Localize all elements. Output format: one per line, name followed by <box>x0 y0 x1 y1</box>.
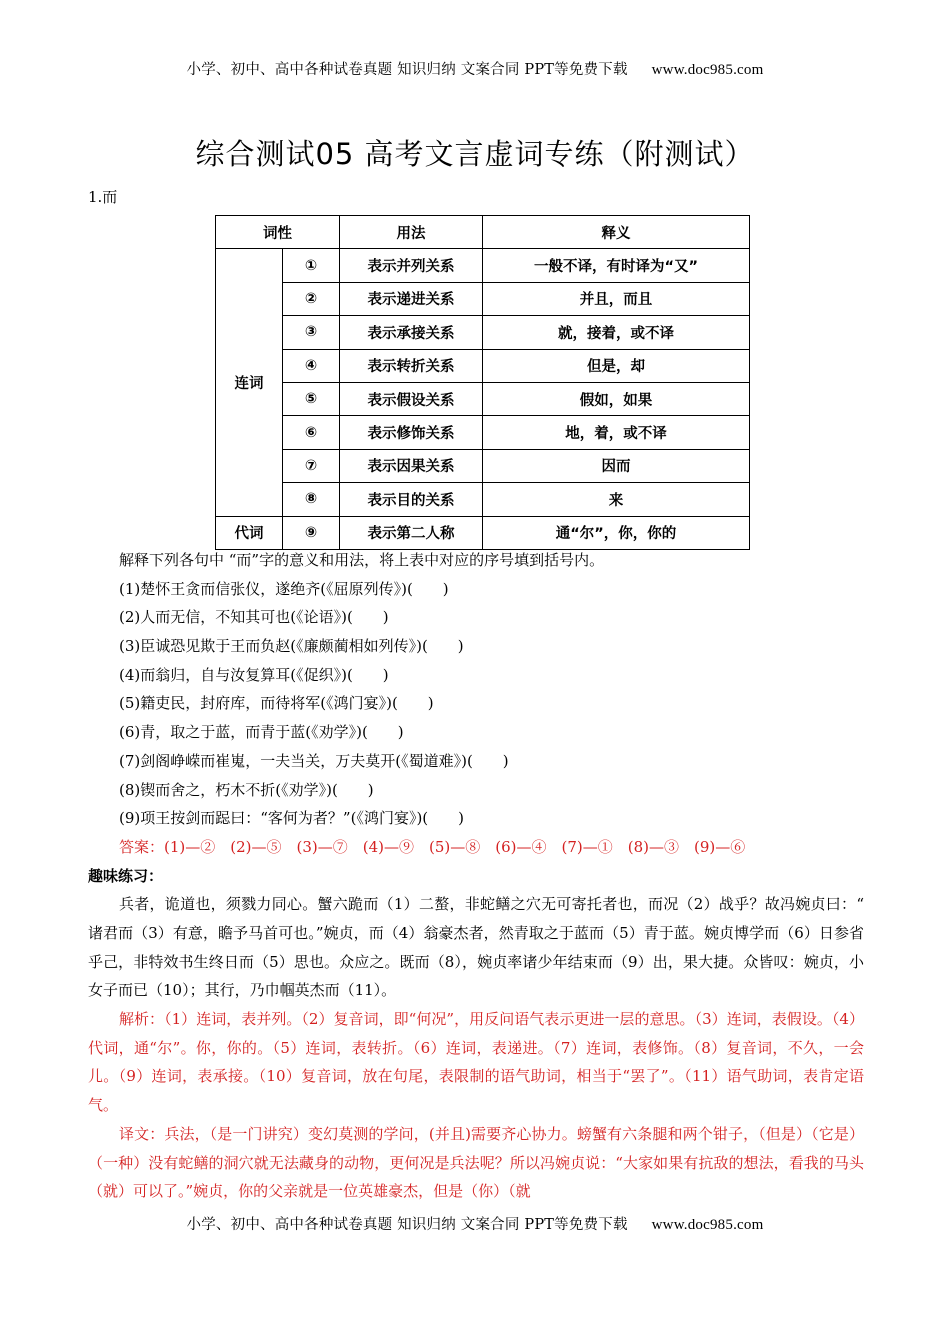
num-cell: ⑦ <box>283 449 340 482</box>
section-heading: 1.而 <box>88 188 118 206</box>
meaning-cell: 一般不译，有时译为“又” <box>483 249 750 282</box>
table-row <box>216 416 750 449</box>
header-cell-meaning: 释义 <box>483 216 750 249</box>
meaning-cell: 地，着，或不译 <box>483 416 750 449</box>
answer-text: 答案：(1)—② (2)—⑤ (3)—⑦ (4)—⑨ (5)—⑧ (6)—④ (7)—① (8)—③ (9)—⑥ <box>119 837 746 856</box>
table-row <box>216 483 750 516</box>
num-cell: ④ <box>283 349 340 382</box>
usage-cell: 表示目的关系 <box>340 483 483 516</box>
meaning-cell: 但是，却 <box>483 349 750 382</box>
question-item: (6)青，取之于蓝，而青于蓝(《劝学》)( ) <box>119 723 404 742</box>
fun-exercise-text: 兵者，诡道也，须戮力同心。蟹六跪而（1）二螯，非蛇鳝之穴无可寄托者也，而况（2）战乎？故冯婉贞曰：“ 诸君而（3）有意，瞻予马首可也。”婉贞，而（4）翁豪杰者，然青取之于蓝而（5）青于蓝。婉贞博学而（6）日参省乎己，非特效书生终日而（5）思也。众应之。既而（8），婉贞率诸少年结束而（9）出，果大捷。众皆叹：婉贞，小女子而已（10）；其行，乃巾帼英杰而（11）。 <box>88 895 864 1000</box>
table-row <box>216 516 750 549</box>
num-cell: ⑤ <box>283 382 340 415</box>
usage-cell: 表示第二人称 <box>340 516 483 549</box>
usage-cell: 表示递进关系 <box>340 282 483 315</box>
footer-site-link[interactable]: www.doc985.com <box>651 1217 764 1233</box>
meaning-cell: 就，接着，或不译 <box>483 316 750 349</box>
pos-cell-pronoun: 代词 <box>216 516 283 549</box>
table-row <box>216 449 750 482</box>
question-item: (9)项王按剑而跽曰：“客何为者？”(《鸿门宴》)( ) <box>119 809 464 828</box>
num-cell: ① <box>283 249 340 282</box>
analysis-text: 解析：（1）连词，表并列。（2）复音词，即“何况”，用反问语气表示更进一层的意思。（3）连词，表假设。（4）代词，通“尔”。你，你的。（5）连词，表转折。（6）连词，表递进。（7）连词，表修饰。（8）复音词，不久，一会儿。（9）连词，表承接。（10）复音词，放在句尾，表限制的语气助词，相当于“罢了”。（11）语气助词，表肯定语气。 <box>88 1010 864 1115</box>
meaning-cell: 通“尔”，你，你的 <box>483 516 750 549</box>
usage-cell: 表示承接关系 <box>340 316 483 349</box>
table-row <box>216 249 750 282</box>
translation-text: 译文：兵法，（是一门讲究）变幻莫测的学问，(并且)需要齐心协力。螃蟹有六条腿和两个钳子，（但是）（它是）（一种）没有蛇鳝的洞穴就无法藏身的动物，更何况是兵法呢？所以冯婉贞说：“大家如果有抗敌的想法，看我的马头（就）可以了。”婉贞，你的父亲就是一位英雄豪杰，但是（你）（就 <box>88 1124 864 1201</box>
table-header-row <box>216 216 750 249</box>
table-row <box>216 316 750 349</box>
num-cell: ⑧ <box>283 483 340 516</box>
meaning-cell: 因而 <box>483 449 750 482</box>
table-row <box>216 349 750 382</box>
table-row <box>216 382 750 415</box>
question-item: (2)人而无信，不知其可也(《论语》)( ) <box>119 608 389 627</box>
header-cell-usage: 用法 <box>340 216 483 249</box>
question-item: (8)锲而舍之，朽木不折(《劝学》)( ) <box>119 780 374 799</box>
meaning-cell: 并且，而且 <box>483 282 750 315</box>
page-title: 综合测试05 高考文言虚词专练（附测试） <box>195 137 755 171</box>
header-site-link[interactable]: www.doc985.com <box>651 62 764 78</box>
num-cell: ⑥ <box>283 416 340 449</box>
instruction-text: 解释下列各句中 “而”字的意义和用法，将上表中对应的序号填到括号内。 <box>119 551 605 569</box>
meaning-cell: 来 <box>483 483 750 516</box>
num-cell: ⑨ <box>283 516 340 549</box>
header-cell-pos: 词性 <box>216 216 340 249</box>
question-item: (7)剑阁峥嵘而崔嵬，一夫当关，万夫莫开(《蜀道难》)( ) <box>119 751 509 770</box>
page-footer <box>0 1213 950 1234</box>
usage-cell: 表示假设关系 <box>340 382 483 415</box>
question-item: (5)籍吏民，封府库，而待将军(《鸿门宴》)( ) <box>119 694 434 713</box>
usage-cell: 表示转折关系 <box>340 349 483 382</box>
pos-cell-conjunction: 连词 <box>216 249 283 516</box>
num-cell: ② <box>283 282 340 315</box>
footer-text: 小学、初中、高中各种试卷真题 知识归纳 文案合同 PPT等免费下载 <box>186 1217 628 1233</box>
question-item: (1)楚怀王贪而信张仪，遂绝齐(《屈原列传》)( ) <box>119 579 449 598</box>
usage-cell: 表示修饰关系 <box>340 416 483 449</box>
meaning-cell: 假如，如果 <box>483 382 750 415</box>
page-header <box>0 58 950 79</box>
usage-cell: 表示因果关系 <box>340 449 483 482</box>
question-item: (3)臣诚恐见欺于王而负赵(《廉颇蔺相如列传》)( ) <box>119 637 464 656</box>
exercise-content <box>88 546 864 1206</box>
usage-table <box>215 215 750 550</box>
fun-exercise-title: 趣味练习： <box>88 866 164 885</box>
question-item: (4)而翁归，自与汝复算耳(《促织》)( ) <box>119 665 389 684</box>
num-cell: ③ <box>283 316 340 349</box>
table-row <box>216 282 750 315</box>
header-text: 小学、初中、高中各种试卷真题 知识归纳 文案合同 PPT等免费下载 <box>186 62 628 78</box>
usage-cell: 表示并列关系 <box>340 249 483 282</box>
